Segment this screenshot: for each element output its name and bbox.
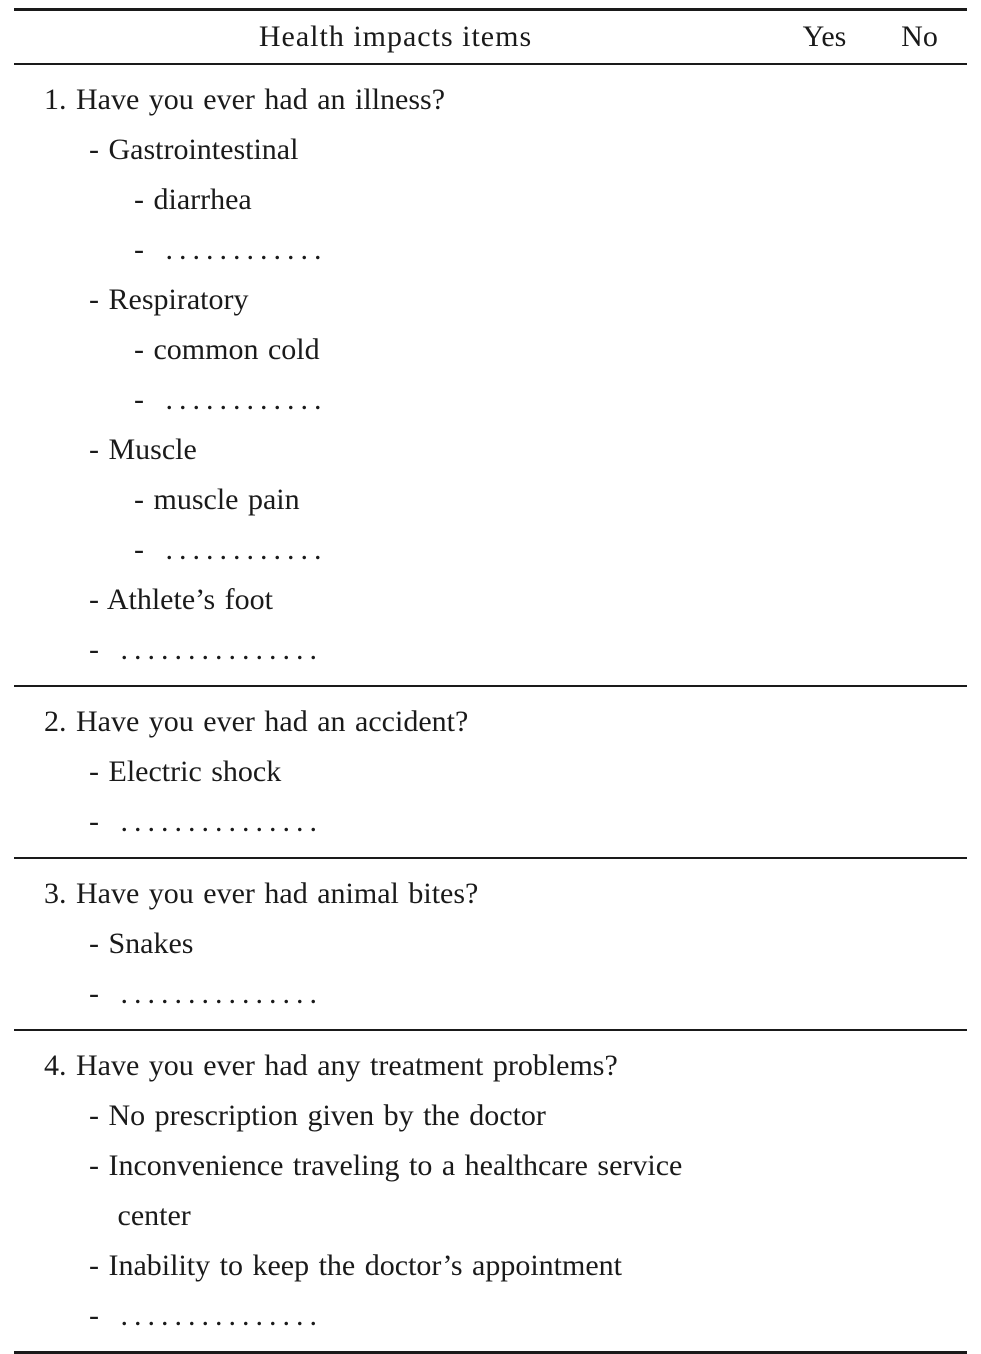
row-text: - ...............: [89, 1299, 323, 1332]
row-text: - ...............: [89, 633, 323, 666]
column-header-items: Health impacts items: [258, 20, 533, 53]
health-impacts-table: [14, 8, 967, 1354]
table-row: [14, 275, 967, 325]
table-row-dotted: [14, 525, 967, 575]
row-text: - muscle pain: [134, 483, 300, 516]
table-row-dotted: [14, 375, 967, 425]
row-text: - Inconvenience traveling to a healthcare service center: [89, 1149, 683, 1232]
page: [0, 8, 981, 1332]
table-row-dotted: [14, 625, 967, 675]
row-text: 3. Have you ever had animal bites?: [44, 877, 479, 910]
row-text: - Electric shock: [89, 755, 282, 788]
row-text: - ............: [134, 233, 328, 266]
row-text: - No prescription given by the doctor: [89, 1099, 546, 1132]
table-row: [14, 575, 967, 625]
row-text: - Respiratory: [89, 283, 249, 316]
table-section-animal-bites: [14, 857, 967, 1029]
table-row: [14, 325, 967, 375]
row-text: 4. Have you ever had any treatment problems?: [44, 1049, 618, 1082]
table-row: [14, 475, 967, 525]
row-text: - Muscle: [89, 433, 197, 466]
table-row: [14, 175, 967, 225]
table-row-dotted: [14, 225, 967, 275]
table-row-dotted: [14, 969, 967, 1019]
row-text: - common cold: [134, 333, 320, 366]
table-row: [14, 125, 967, 175]
column-header-no: No: [901, 20, 938, 53]
table-row-dotted: [14, 797, 967, 847]
row-text: - ............: [134, 383, 328, 416]
row-text: - diarrhea: [134, 183, 252, 216]
table-row-dotted: [14, 1291, 967, 1341]
table-row: [14, 1041, 967, 1091]
table-section-illness: [14, 65, 967, 685]
table-row: [14, 75, 967, 125]
table-row: [14, 697, 967, 747]
row-text: - ...............: [89, 805, 323, 838]
row-text: 2. Have you ever had an accident?: [44, 705, 469, 738]
row-text: 1. Have you ever had an illness?: [44, 83, 446, 116]
row-text: - Snakes: [89, 927, 194, 960]
row-text: - ...............: [89, 977, 323, 1010]
row-text: - ............: [134, 533, 328, 566]
table-header-row: [14, 11, 967, 65]
table-row: [14, 747, 967, 797]
table-row: [14, 1091, 967, 1141]
table-row: [14, 869, 967, 919]
table-section-treatment-problems: [14, 1029, 967, 1351]
row-text: - Athlete’s foot: [89, 583, 273, 616]
row-text: - Inability to keep the doctor’s appointment: [89, 1249, 622, 1282]
table-row: [14, 919, 967, 969]
row-text: - Gastrointestinal: [89, 133, 299, 166]
table-row: [14, 1241, 967, 1291]
table-row: [14, 425, 967, 475]
table-row: [14, 1141, 967, 1241]
table-section-accident: [14, 685, 967, 857]
column-header-yes: Yes: [802, 20, 847, 53]
